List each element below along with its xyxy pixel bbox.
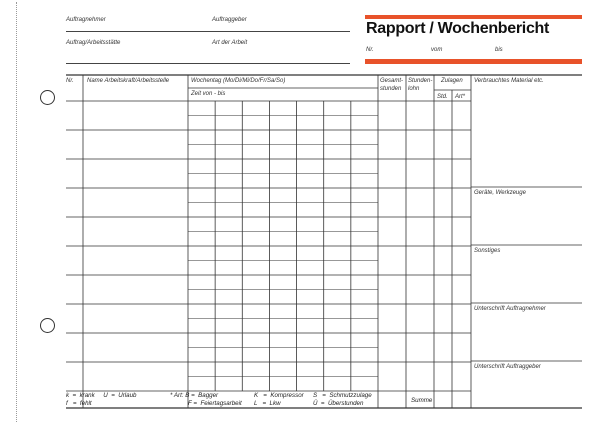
legend-holiday: F = Feiertagsarbeit: [188, 400, 242, 407]
sig-client-label: Unterschrift Auftraggeber: [474, 364, 541, 370]
col-wage-header-2: lohn: [408, 86, 420, 92]
legend-sick-vacation: k = krank U = Urlaub: [66, 392, 137, 399]
site-label: Auftrag/Arbeitsstätte: [66, 40, 121, 46]
col-hours-header: Std.: [437, 94, 448, 100]
legend-overtime: Ü = Überstunden: [313, 400, 364, 407]
to-label: bis: [495, 47, 503, 53]
col-total-header-1: Gesamt-: [380, 78, 404, 84]
contractor-label: Auftraggeber: [212, 17, 247, 23]
nr-label: Nr.: [366, 47, 374, 53]
legend-excavator: * Art: B = Bagger: [170, 392, 219, 399]
sum-label: Summe: [411, 397, 433, 404]
from-label: vom: [431, 47, 443, 53]
client-label: Auftragnehmer: [66, 17, 106, 23]
col-time-header: Zeit von - bis: [191, 91, 226, 97]
col-material-header: Verbrauchtes Material etc.: [474, 78, 544, 84]
legend-absent: f = fehlt: [66, 400, 92, 407]
legend-truck: L = Lkw: [254, 400, 281, 407]
tools-label: Geräte, Werkzeuge: [474, 190, 526, 196]
col-name-header: Name Arbeitskraft/Arbeitsstelle: [87, 78, 170, 84]
col-type-header: Art*: [455, 94, 466, 100]
col-extras-header: Zulagen: [441, 78, 463, 84]
col-wage-header-1: Stunden-: [408, 78, 433, 84]
page-title: Rapport / Wochenbericht: [366, 20, 550, 37]
legend-dirt-bonus: S = Schmutzzulage: [313, 392, 372, 399]
col-weekday-header: Wochentag (Mo/Di/Mi/Do/Fr/Sa/So): [191, 78, 286, 84]
sig-contractor-label: Unterschrift Auftragnehmer: [474, 306, 546, 312]
other-label: Sonstiges: [474, 248, 501, 254]
legend-compressor: K = Kompressor: [254, 392, 304, 399]
col-nr-header: Nr.: [66, 78, 74, 84]
work-type-label: Art der Arbeit: [212, 40, 248, 46]
col-total-header-2: stunden: [380, 86, 402, 92]
